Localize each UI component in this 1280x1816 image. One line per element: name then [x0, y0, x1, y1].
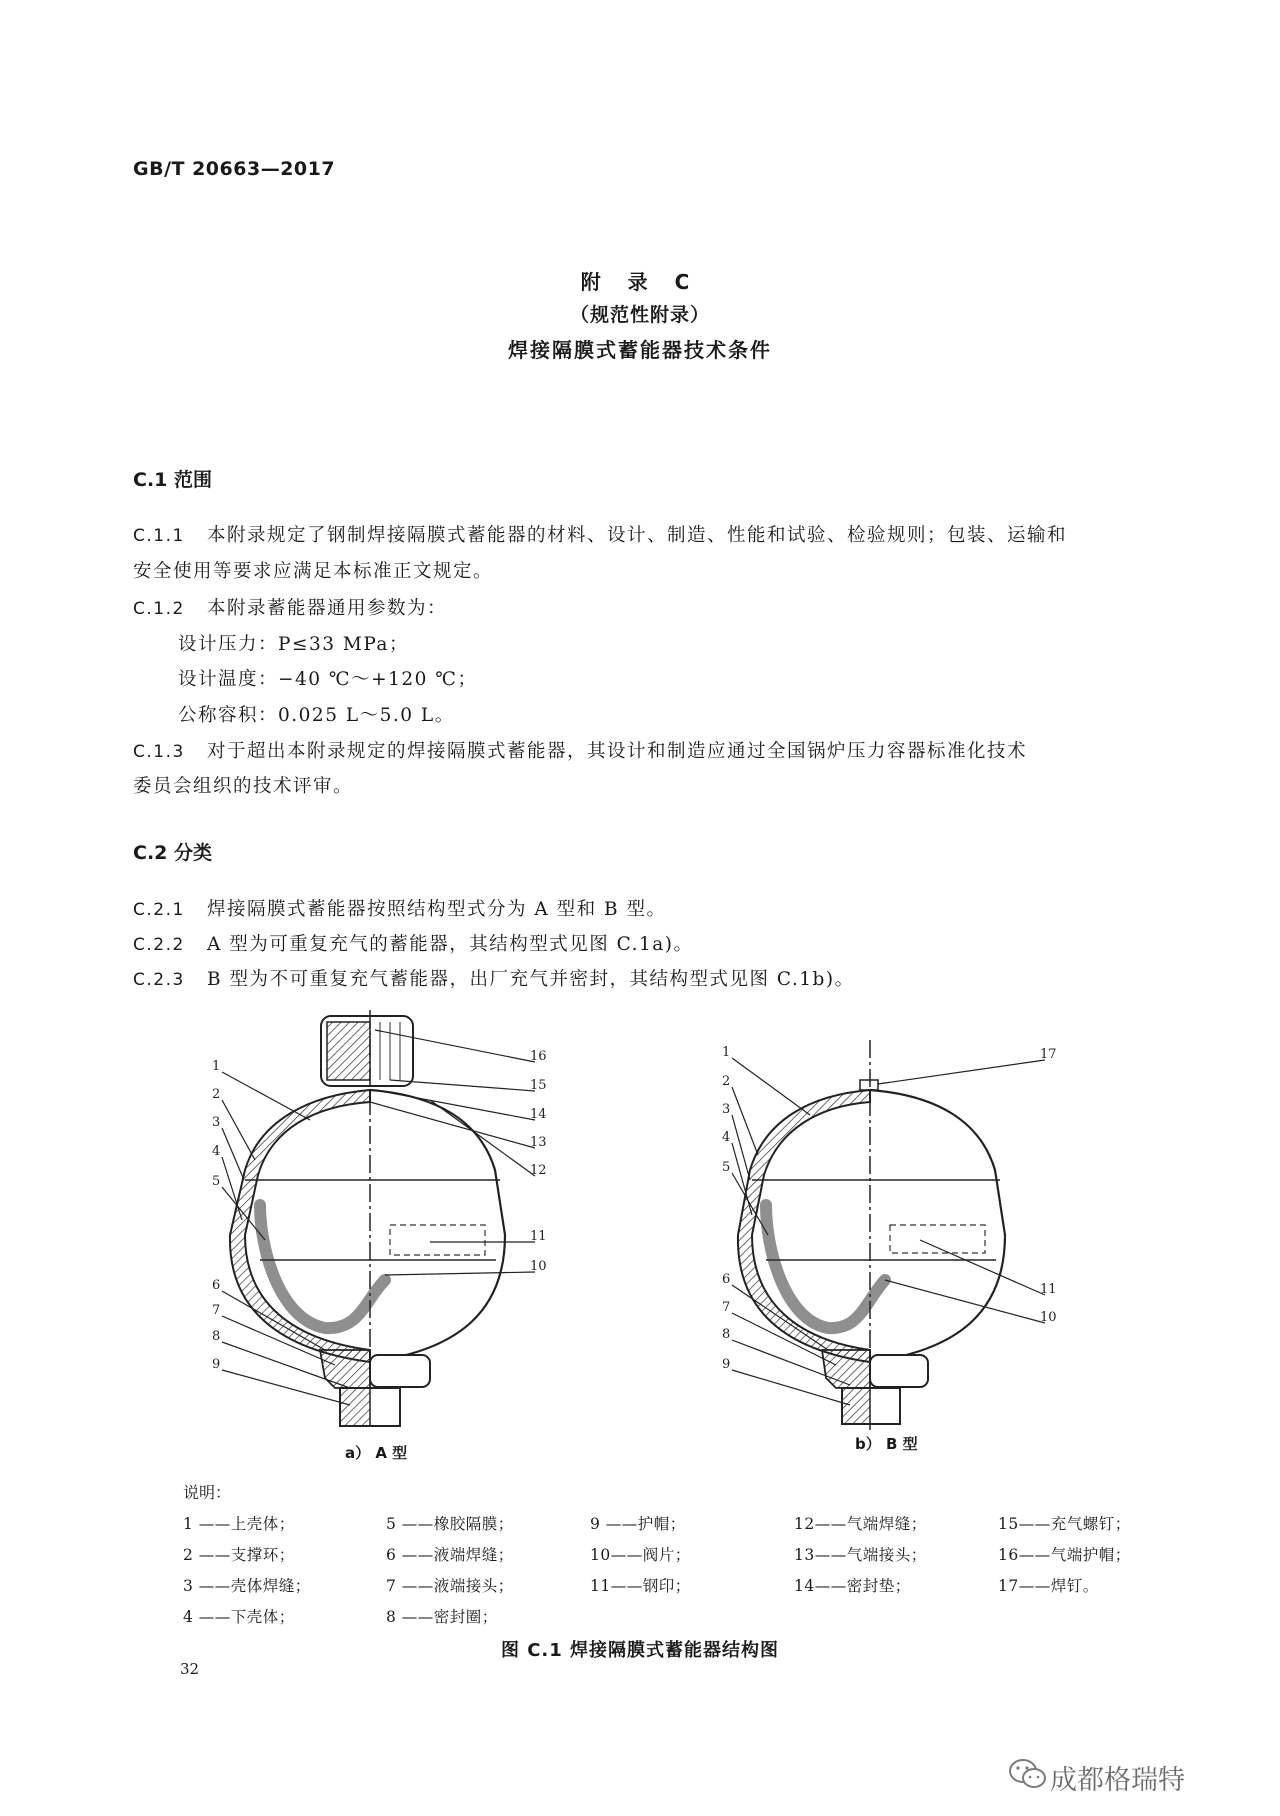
legend-item: 8 ——密封圈； — [386, 1608, 498, 1626]
param-temperature: 设计温度：−40 ℃～+120 ℃； — [178, 669, 478, 690]
callout-label: 10 — [530, 1259, 547, 1274]
callout-label: 4 — [212, 1144, 221, 1159]
callout-label: 15 — [530, 1078, 547, 1093]
leader-lines — [732, 1058, 1045, 1405]
callout-label: 5 — [722, 1160, 731, 1175]
clause-number: C.1.2 — [133, 599, 185, 619]
legend-item: 6 ——液端焊缝； — [386, 1546, 514, 1564]
clause-c2-1 — [133, 898, 666, 922]
clause-c1-2 — [133, 597, 447, 621]
appendix-subtitle: （规范性附录） — [569, 304, 710, 326]
section-c2-heading: C.2 分类 — [133, 842, 212, 864]
page-number: 32 — [180, 1660, 200, 1678]
legend-item: 1 ——上壳体； — [183, 1515, 295, 1533]
legend-item: 5 ——橡胶隔膜； — [386, 1515, 514, 1533]
clause-text: 焊接隔膜式蓄能器按照结构型式分为 A 型和 B 型。 — [207, 899, 667, 920]
gas-end-cap — [321, 1016, 413, 1086]
clause-c1-1 — [133, 524, 1067, 548]
legend-item: 2 ——支撑环； — [183, 1546, 295, 1564]
clause-text: 本附录蓄能器通用参数为： — [207, 598, 448, 619]
clause-number: C.1.1 — [133, 526, 185, 546]
callout-label: 14 — [530, 1107, 547, 1122]
callout-label: 12 — [530, 1163, 547, 1178]
liquid-end-fitting — [320, 1350, 430, 1426]
legend-item: 16——气端护帽； — [998, 1546, 1131, 1564]
clause-number: C.2.3 — [133, 970, 185, 990]
callout-label: 11 — [530, 1229, 547, 1244]
clause-text: B 型为不可重复充气蓄能器，出厂充气并密封，其结构型式见图 C.1b)。 — [207, 969, 855, 990]
legend-item: 7 ——液端接头； — [386, 1577, 514, 1595]
clause-c1-3 — [133, 740, 1027, 764]
legend-item: 11——钢印； — [590, 1577, 691, 1595]
figure-b-right-labels — [1040, 1047, 1057, 1325]
legend-item: 9 ——护帽； — [590, 1515, 686, 1533]
callout-label: 16 — [530, 1049, 547, 1064]
figure-a-drawing — [200, 1010, 560, 1430]
legend-item: 15——充气螺钉； — [998, 1515, 1131, 1533]
clause-c1-3-cont: 委员会组织的技术评审。 — [133, 776, 354, 797]
figure-caption: 图 C.1 焊接隔膜式蓄能器结构图 — [500, 1640, 780, 1661]
callout-label: 5 — [212, 1174, 221, 1189]
figure-a-caption: a） A 型 — [345, 1444, 408, 1462]
watermark-text: 成都格瑞特 — [1050, 1765, 1185, 1796]
appendix-title: 附 录 C — [580, 270, 700, 294]
shell-section — [230, 1090, 505, 1362]
callout-label: 17 — [1040, 1047, 1057, 1062]
clause-number: C.2.2 — [133, 935, 185, 955]
clause-c1-1-cont: 安全使用等要求应满足本标准正文规定。 — [133, 561, 494, 582]
rubber-diaphragm — [260, 1205, 385, 1328]
standard-number: GB/T 20663—2017 — [133, 158, 336, 180]
callout-label: 6 — [212, 1278, 221, 1293]
legend-title: 说明： — [183, 1483, 232, 1502]
callout-label: 2 — [722, 1074, 731, 1089]
clause-c2-2 — [133, 933, 694, 957]
callout-label: 1 — [212, 1059, 221, 1074]
legend-item: 13——气端接头； — [794, 1546, 927, 1564]
callout-label: 9 — [212, 1357, 221, 1372]
param-volume: 公称容积：0.025 L～5.0 L。 — [178, 705, 455, 726]
clause-text: 本附录规定了钢制焊接隔膜式蓄能器的材料、设计、制造、性能和试验、检验规则；包装、运输和 — [207, 525, 1068, 546]
callout-label: 1 — [722, 1045, 731, 1060]
callout-label: 7 — [212, 1303, 221, 1318]
figure-b-left-labels — [722, 1045, 730, 1372]
param-pressure: 设计压力：P≤33 MPa； — [178, 634, 409, 655]
legend-item: 4 ——下壳体； — [183, 1608, 295, 1626]
legend-item: 12——气端焊缝； — [794, 1515, 927, 1533]
figure-a-left-labels — [212, 1059, 220, 1372]
clause-text: 对于超出本附录规定的焊接隔膜式蓄能器，其设计和制造应通过全国锅炉压力容器标准化技术 — [207, 741, 1028, 762]
legend-item: 10——阀片； — [590, 1546, 691, 1564]
callout-label: 7 — [722, 1300, 731, 1315]
clause-text: A 型为可重复充气的蓄能器，其结构型式见图 C.1a)。 — [207, 934, 694, 955]
weld-nail — [860, 1080, 878, 1090]
callout-label: 2 — [212, 1087, 221, 1102]
wechat-icon — [1008, 1756, 1048, 1792]
callout-label: 8 — [722, 1327, 731, 1342]
callout-label: 4 — [722, 1130, 731, 1145]
legend-item: 3 ——壳体焊缝； — [183, 1577, 311, 1595]
steel-stamp-box — [890, 1225, 985, 1253]
clause-number: C.1.3 — [133, 742, 185, 762]
legend-item: 17——焊钉。 — [998, 1577, 1099, 1595]
clause-number: C.2.1 — [133, 900, 185, 920]
callout-label: 13 — [530, 1135, 547, 1150]
clause-c2-3 — [133, 968, 855, 992]
callout-label: 10 — [1040, 1310, 1057, 1325]
callout-label: 3 — [212, 1115, 221, 1130]
figure-b-caption: b） B 型 — [855, 1435, 918, 1453]
figure-a-right-labels — [530, 1049, 547, 1274]
callout-label: 8 — [212, 1329, 221, 1344]
steel-stamp-box — [390, 1225, 485, 1255]
legend-item: 14——密封垫； — [794, 1577, 911, 1595]
appendix-heading: 焊接隔膜式蓄能器技术条件 — [508, 338, 772, 362]
figure-b-drawing — [710, 1040, 1070, 1430]
callout-label: 6 — [722, 1272, 731, 1287]
liquid-end-fitting — [822, 1350, 928, 1424]
callout-label: 3 — [722, 1102, 731, 1117]
shell-section — [738, 1090, 1005, 1362]
section-c1-heading: C.1 范围 — [133, 469, 212, 491]
rubber-diaphragm — [766, 1205, 885, 1328]
callout-label: 11 — [1040, 1282, 1057, 1297]
callout-label: 9 — [722, 1357, 731, 1372]
